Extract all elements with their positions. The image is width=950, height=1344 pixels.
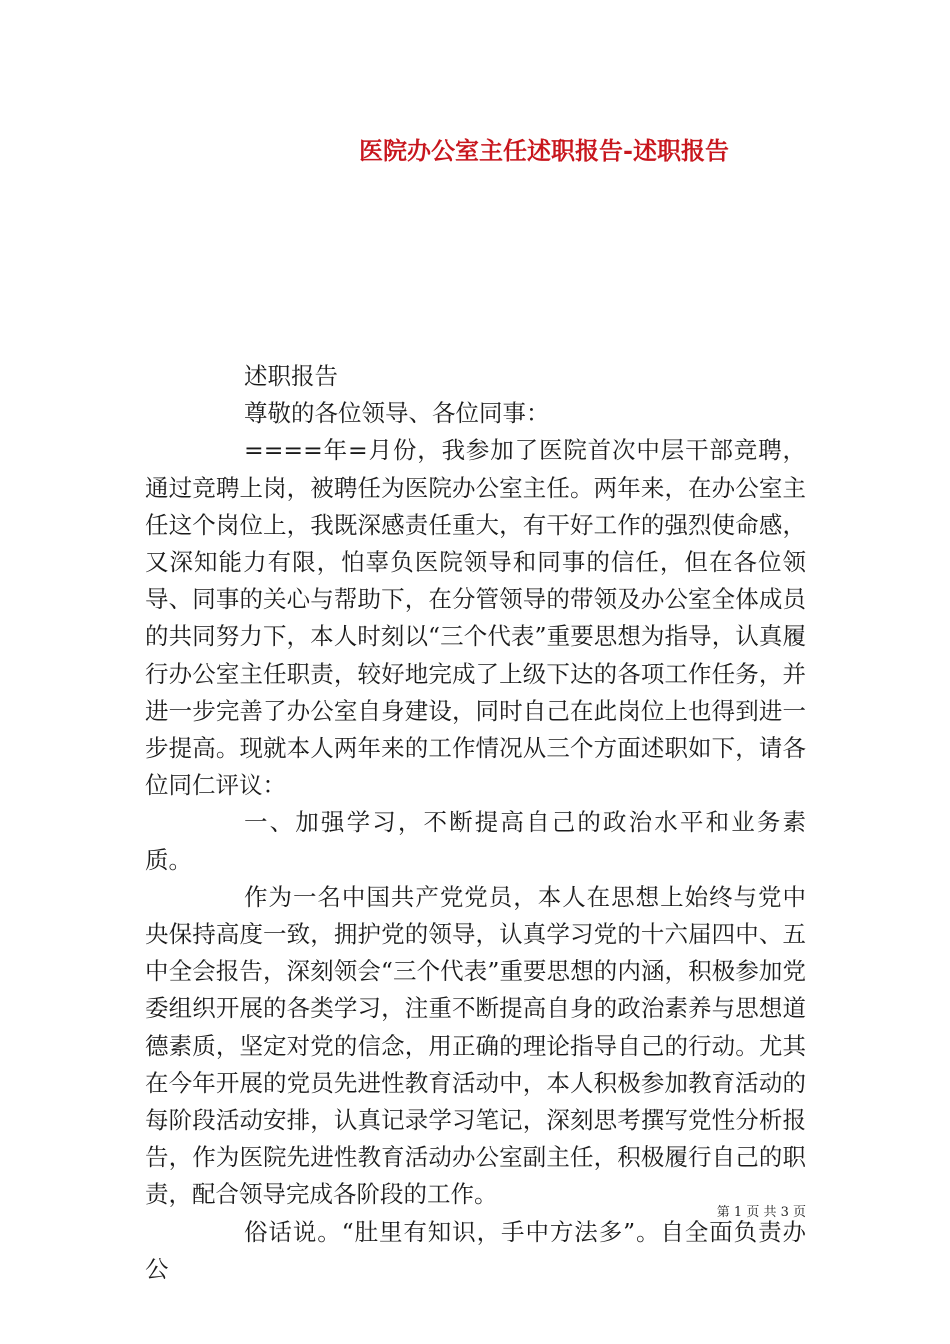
- document-title-text: 医院办公室主任述职报告-述职报告: [359, 136, 729, 165]
- paragraph-section-one-body: 作为一名中国共产党党员，本人在思想上始终与党中央保持高度一致，拥护党的领导，认真学习党的十六届四中、五中全会报告，深刻领会“三个代表”重要思想的内涵，积极参加党委组织开展的各类学习，注重不断提高自身的政治素养与思想道德素质，坚定对党的信念，用正确的理论指导自己的行动。尤其在今年开展的党员先进性教育活动中，本人积极参加教育活动的每阶段活动安排，认真记录学习笔记，深刻思考撰写党性分析报告，作为医院先进性教育活动办公室副主任，积极履行自己的职责，配合领导完成各阶段的工作。: [145, 882, 806, 1209]
- paragraph-salutation: 尊敬的各位领导、各位同事：: [244, 399, 550, 428]
- paragraph-intro: ====年=月份，我参加了医院首次中层干部竞聘，通过竞聘上岗，被聘任为医院办公室主任。两年来，在办公室主任这个岗位上，我既深感责任重大，有干好工作的强烈使命感，又深知能力有限，怕辜负医院领导和同事的信任，但在各位领导、同事的关心与帮助下，在分管领导的带领及办公室全体成员的共同努力下，本人时刻以“三个代表”重要思想为指导，认真履行办公室主任职责，较好地完成了上级下达的各项工作任务，并进一步完善了办公室自身建设，同时自己在此岗位上也得到进一步提高。现就本人两年来的工作情况从三个方面述职如下，请各位同仁评议：: [145, 436, 806, 800]
- document-title: [0, 134, 950, 168]
- paragraph-section-one-heading: 一、加强学习，不断提高自己的政治水平和业务素质。: [145, 808, 806, 874]
- paragraph-heading: 述职报告: [244, 362, 338, 390]
- paragraph-continuation: 俗话说。“肚里有知识，手中方法多”。自全面负责办公: [145, 1217, 806, 1283]
- page-number-footer: 第 1 页 共 3 页: [716, 1205, 806, 1220]
- document-body: [145, 358, 806, 1288]
